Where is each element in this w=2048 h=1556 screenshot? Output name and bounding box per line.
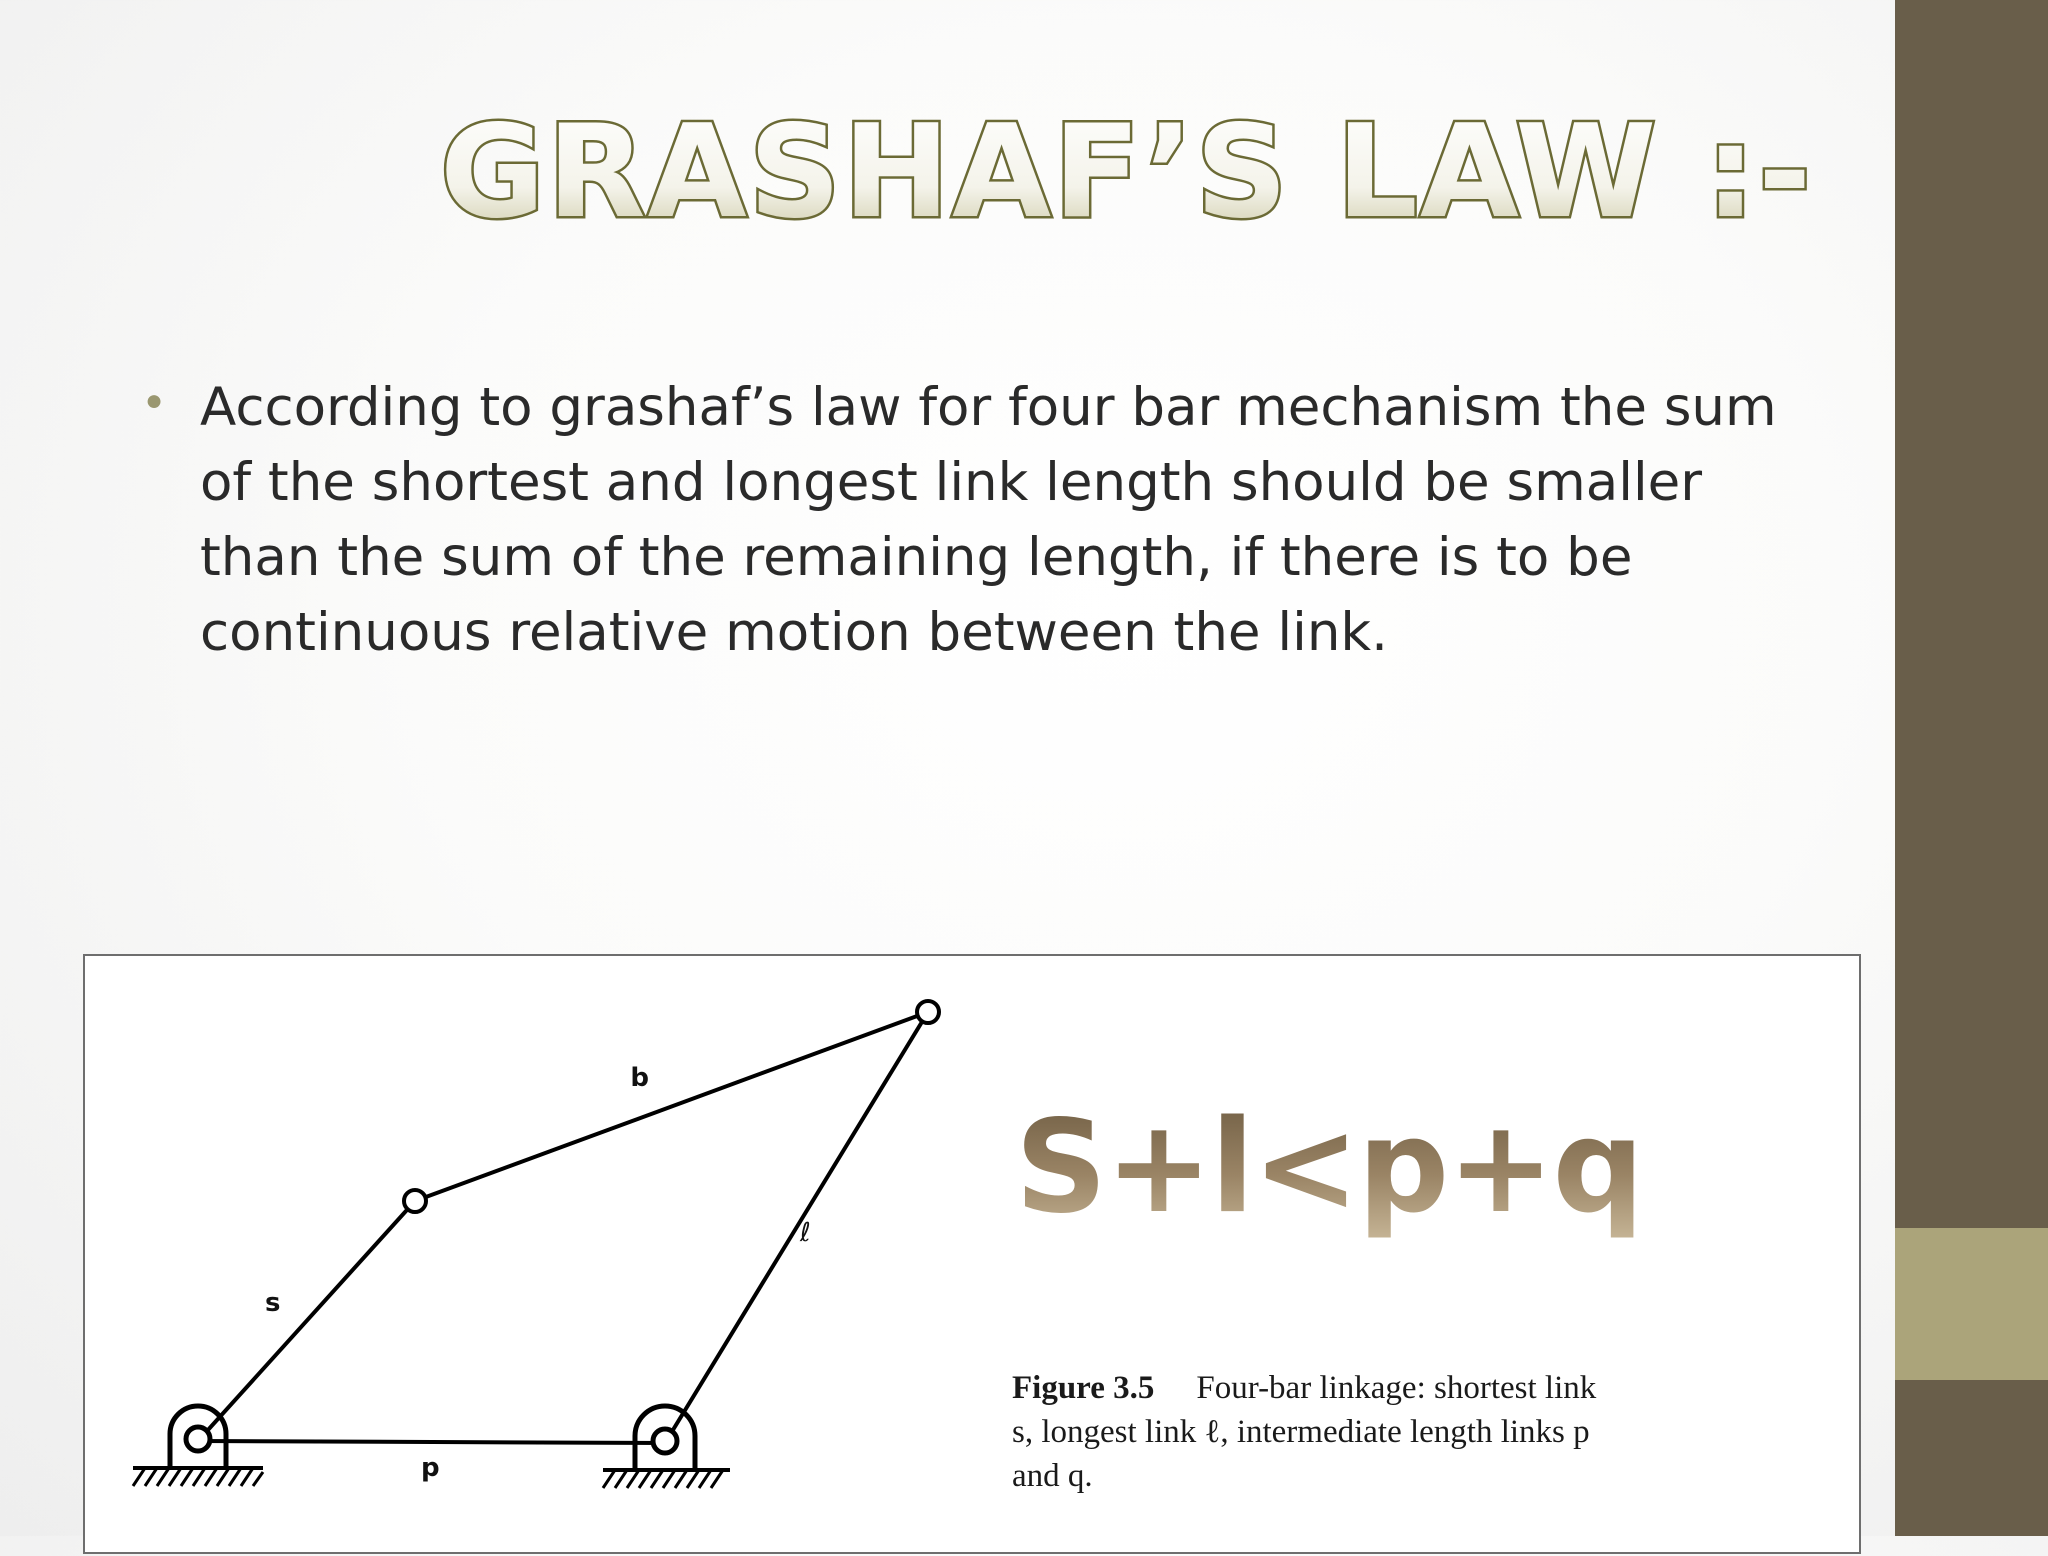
formula-text: S+l<p+q [1015,1093,1643,1242]
label-l: ℓ [800,1218,811,1248]
caption-figure-label: Figure 3.5 [1012,1370,1155,1406]
label-s: s [265,1288,281,1318]
label-p: p [421,1453,440,1483]
slide-title-text: GRASHAF’S LAW :- [440,98,1814,247]
caption-line-3: and q. [1012,1458,1093,1494]
sidebar-band [1895,0,2048,1536]
figure-caption [1012,1366,1832,1498]
joint-ground-right [653,1429,677,1453]
link-p [198,1441,665,1443]
bullet-dot-icon: ● [145,384,164,417]
grashof-formula [1015,1071,1643,1251]
label-q: q [630,1065,649,1095]
link-q [415,1012,928,1201]
joint-left-middle [404,1190,426,1212]
joint-top-right [917,1001,939,1023]
sidebar-accent-block [1895,1228,2048,1380]
link-l [665,1012,928,1443]
four-bar-linkage-diagram [85,956,1085,1556]
caption-line-1: Four-bar linkage: shortest link [1196,1370,1597,1406]
figure-panel [83,954,1861,1554]
joint-ground-left [186,1427,210,1451]
bullet-item [145,370,1805,670]
bullet-text: According to grashaf’s law for four bar mechanism the sum of the shortest and longest link length should be smaller than the sum of the remaining length, if there is to be continuous relative motion between the link. [200,377,1777,663]
link-s [198,1201,415,1441]
caption-line-2: s, longest link ℓ, intermediate length links p [1012,1414,1590,1450]
slide-title [440,88,1814,248]
